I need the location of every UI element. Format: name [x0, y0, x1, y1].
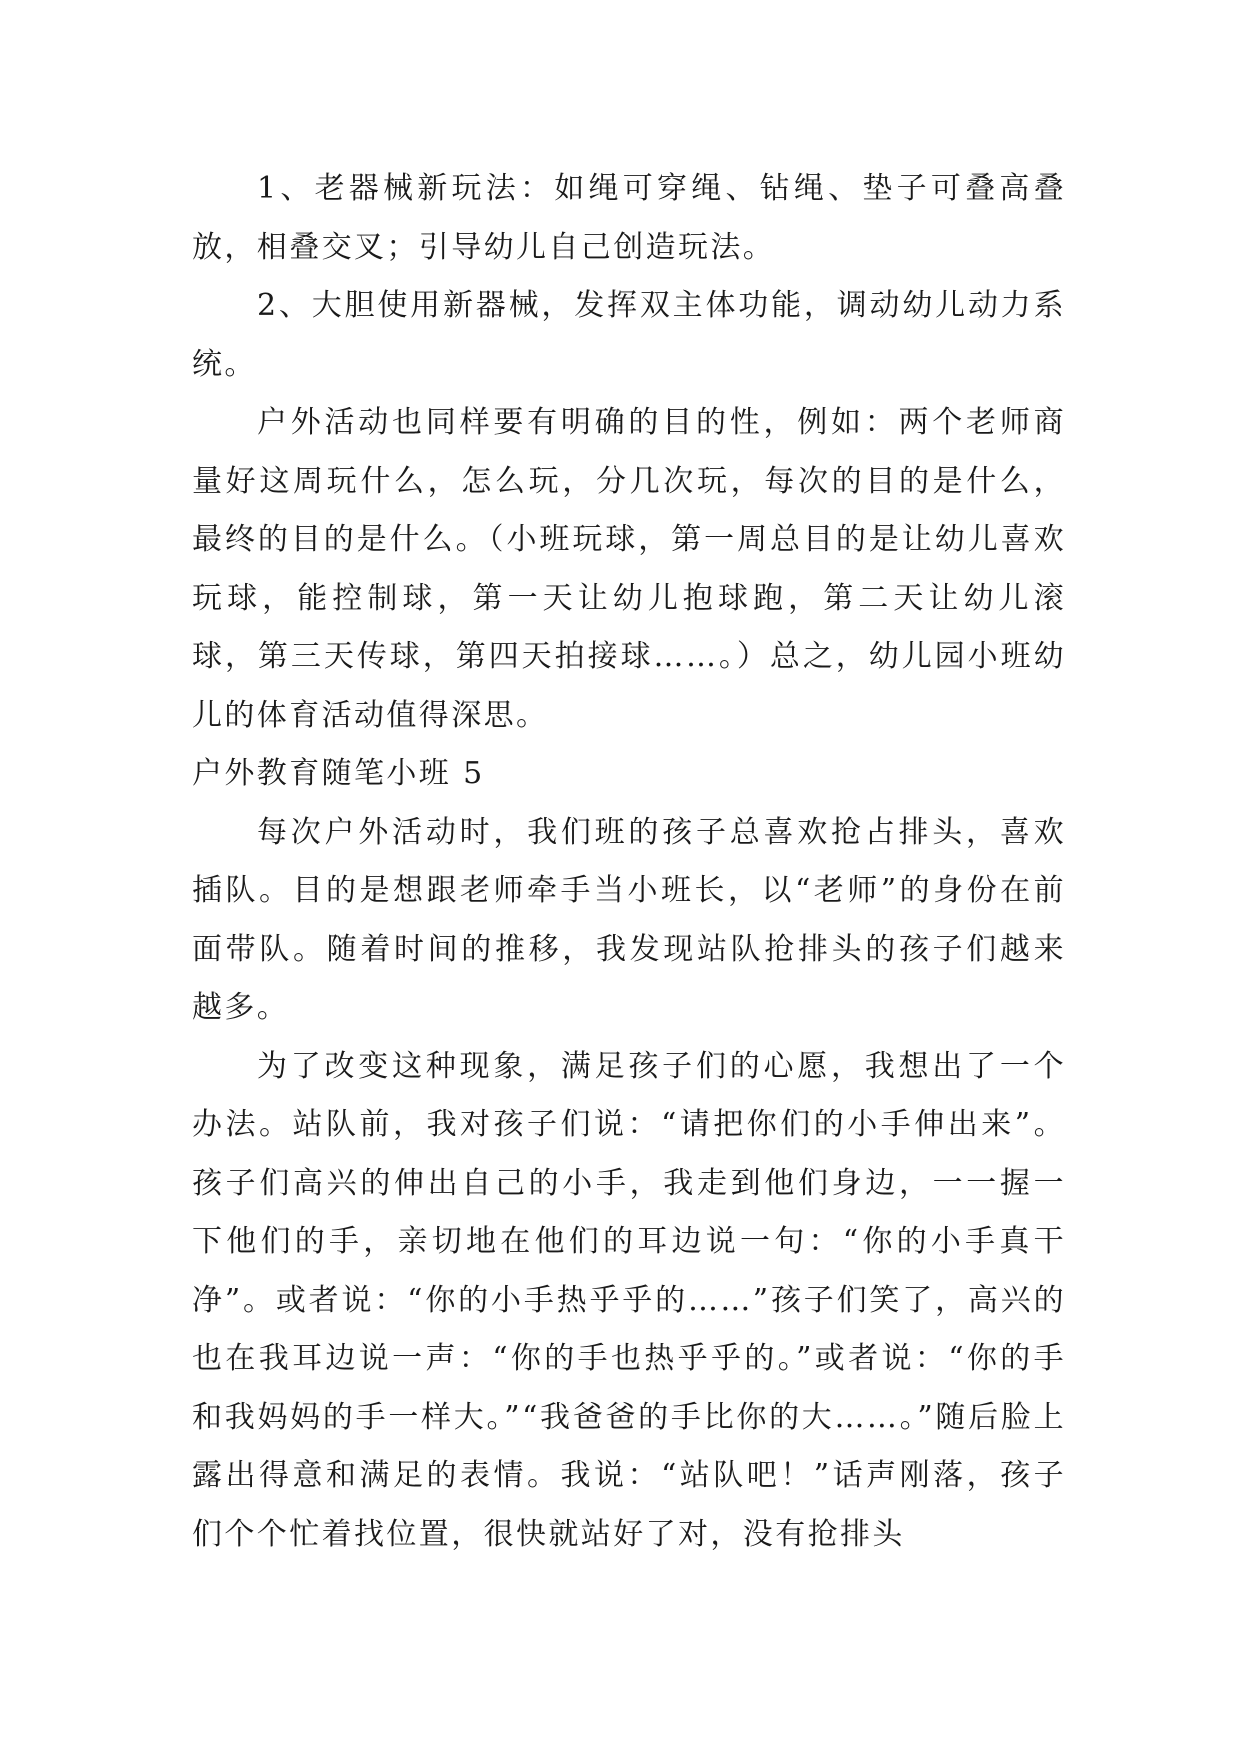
document-body: [192, 160, 1066, 1564]
section-heading: 户外教育随笔小班 5: [192, 756, 485, 791]
paragraph-new-equipment: 2、大胆使用新器械，发挥双主体功能，调动幼儿动力系统。: [192, 288, 1066, 382]
paragraph-handshake: 为了改变这种现象，满足孩子们的心愿，我想出了一个办法。站队前，我对孩子们说：“请把你们的小手伸出来”。孩子们高兴的伸出自己的小手，我走到他们身边，一一握一下他们的手，亲切地在他们的耳边说一句：“你的小手真干净”。或者说：“你的小手热乎乎的……”孩子们笑了，高兴的也在我耳边说一声：“你的手也热乎乎的。”或者说：“你的手和我妈妈的手一样大。”“我爸爸的手比你的大……。”随后脸上露出得意和满足的表情。我说：“站队吧！”话声刚落，孩子们个个忙着找位置，很快就站好了对，没有抢排头: [192, 1048, 1066, 1552]
paragraph-equipment-new-play: 1、老器械新玩法：如绳可穿绳、钻绳、垫子可叠高叠放，相叠交叉；引导幼儿自己创造玩法。: [192, 171, 1066, 265]
paragraph-line-up: 每次户外活动时，我们班的孩子总喜欢抢占排头，喜欢插队。目的是想跟老师牵手当小班长，以“老师”的身份在前面带队。随着时间的推移，我发现站队抢排头的孩子们越来越多。: [192, 814, 1066, 1025]
paragraph-outdoor-purpose: 户外活动也同样要有明确的目的性，例如：两个老师商量好这周玩什么，怎么玩，分几次玩，每次的目的是什么，最终的目的是什么。（小班玩球，第一周总目的是让幼儿喜欢玩球，能控制球，第一天让幼儿抱球跑，第二天让幼儿滚球，第三天传球，第四天拍接球……。）总之，幼儿园小班幼儿的体育活动值得深思。: [192, 405, 1066, 733]
